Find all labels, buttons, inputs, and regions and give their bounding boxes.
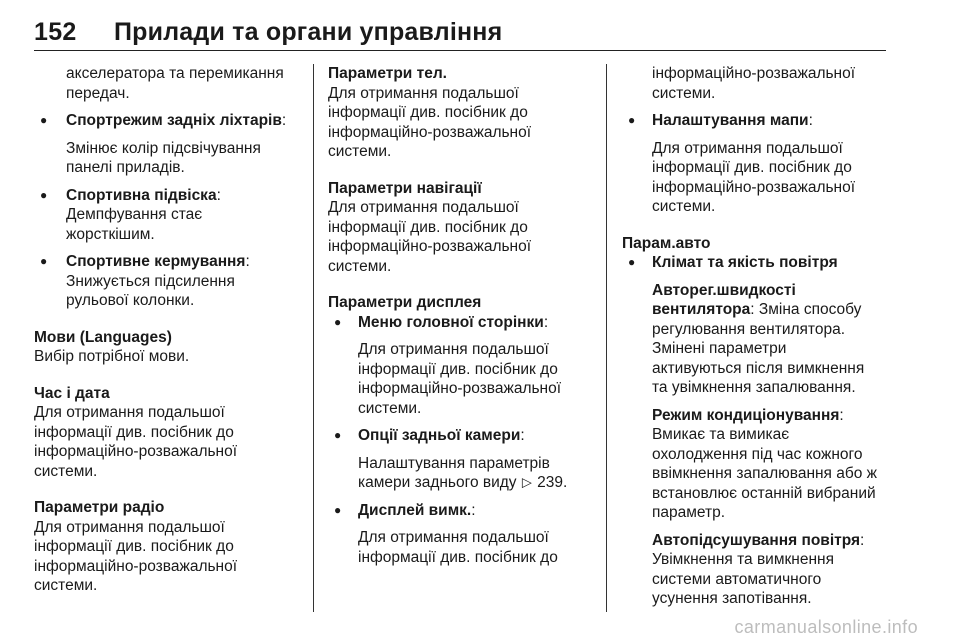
section: Час і дата Для отримання подальшої інформації див. посібник до інформаційно-розважальної системи.: [34, 384, 306, 482]
continued-text: інформаційно-розважальної системи.: [652, 65, 856, 102]
section: Параметри навігації Для отримання подальшої інформації див. посібник до інформаційно-розважальної системи.: [328, 179, 600, 277]
list-item: ● Дисплей вимк.: Для отримання подальшої інформації див. посібник до: [328, 501, 600, 568]
page-reference-icon: ▷: [521, 475, 532, 490]
section-heading: Парам.авто: [622, 234, 711, 252]
page-number: 152: [34, 18, 77, 46]
sub-item: Авторег.швидкості вентилятора: Зміна способу регулювання вентилятора. Змінені параметри активуються після вимкнення та увімкнення запалювання.: [652, 281, 865, 396]
section-heading: Параметри дисплея: [328, 294, 482, 311]
section-heading: Час і дата: [34, 384, 110, 402]
section: Параметри тел. Для отримання подальшої інформації див. посібник до інформаційно-розважальної системи.: [328, 64, 600, 162]
text-column-3: [622, 64, 894, 609]
column-divider: [606, 64, 607, 612]
list-item: ● Спортрежим задніх ліхтарів: Змінює колір підсвічування панелі приладів.: [34, 111, 306, 178]
section-heading: Параметри радіо: [34, 499, 165, 516]
section: [328, 293, 600, 313]
sub-item: Автопідсушування повітря: Увімкнення та вимкнення системи автоматичного усунення запотівання.: [652, 531, 865, 607]
page-header: [34, 18, 886, 51]
sub-item: Режим кондиціонування: Вмикає та вимикає охолодження під час кожного ввімкнення запалювання або ж встановлює останній вибраний параметр.: [652, 406, 878, 521]
text-column-2: [328, 64, 600, 567]
section: [622, 234, 894, 254]
section-heading: Мови (Languages): [34, 328, 172, 346]
section: Мови (Languages) Вибір потрібної мови.: [34, 328, 306, 367]
column-divider: [313, 64, 314, 612]
list-item: ● Клімат та якість повітря Авторег.швидкості вентилятора: Зміна способу регулювання вентилятора. Змінені параметри активуються після вимкнення та увімкнення запалювання. Режим кондиціонування: Вмикає та вимикає охолодження під час кожного ввімкнення запалювання або ж встановлює останній вибраний параметр. Автопідсушування повітря: Увімкнення та вимкнення системи автоматичного усунення запотівання.: [622, 253, 894, 609]
text-column-1: [34, 64, 306, 596]
page-title: Прилади та органи управління: [114, 18, 503, 46]
list-item: ● Налаштування мапи: Для отримання подальшої інформації див. посібник до інформаційно-розважальної системи.: [622, 111, 894, 217]
section-heading: Параметри навігації: [328, 179, 482, 197]
continued-text: акселератора та перемикання передач.: [66, 65, 284, 102]
section-heading: Параметри тел.: [328, 65, 447, 82]
list-item: ● Меню головної сторінки: Для отримання подальшої інформації див. посібник до інформаційно-розважальної системи.: [328, 313, 600, 419]
watermark: carmanualsonline.info: [734, 617, 918, 637]
section: Параметри радіо Для отримання подальшої інформації див. посібник до інформаційно-розважальної системи.: [34, 498, 306, 596]
list-item: ● Спортивне кермування: Знижується підсилення рульової колонки.: [34, 252, 306, 311]
list-item: ● Спортивна підвіска: Демпфування стає жорсткішим.: [34, 186, 306, 245]
page-reference: 239.: [537, 474, 568, 491]
list-item: ● Опції задньої камери: Налаштування параметрів камери заднього виду ▷ 239.: [328, 426, 600, 493]
